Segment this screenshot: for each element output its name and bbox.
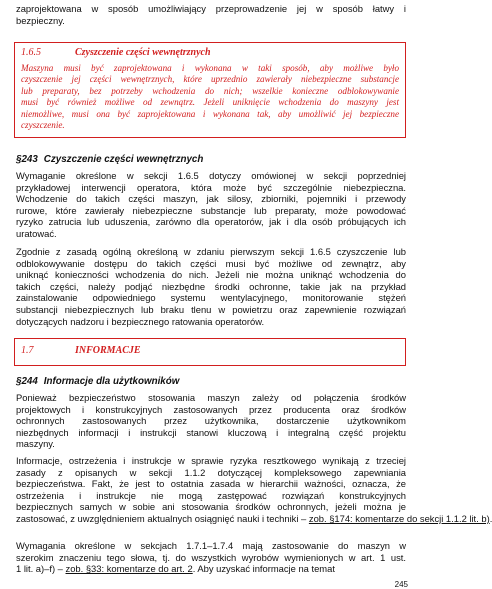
intro-paragraph: zaprojektowana w sposób umożliwiający przeprowadzenie jej w sposób łatwy i bezpieczny. — [16, 3, 406, 26]
section-heading-244: §244 Informacje dla użytkowników — [16, 376, 180, 387]
requirement-box-1-7 — [14, 338, 406, 366]
paragraph-243-1: Wymaganie określone w sekcji 1.6.5 dotyczy omówionej w sekcji poprzedniej przykładowej interwencji operatora, która może być szczególnie niebezpieczna. Wchodzenie do takich części maszyn, jak silosy, zbiorniki, pojemniki i przewody rurowe, które zawierały niebezpieczne substancje lub preparaty, może powodować ryzyko zatrucia lub uduszenia, zarówno dla operatorów, jak i dla osób próbujących ich uratować. — [16, 170, 406, 239]
page-number: 245 — [394, 580, 408, 589]
requirement-header: 1.7 INFORMACJE — [21, 345, 141, 356]
paragraph-244-1: Ponieważ bezpieczeństwo stosowania maszyn zależy od połączenia środków projektowych i konstrukcyjnych zastosowanych przez producenta oraz środków ochronnych zastosowanych przez użytkownika, dostarczenie użytkownikom niezbędnych informacji i instrukcji stanowi kluczową i integralną część projektu maszyny. — [16, 392, 406, 450]
paragraph-244-2: Informacje, ostrzeżenia i instrukcje w sprawie ryzyka resztkowego wynikają z trzeciej zasady z opisanych w sekcji 1.1.2 dotyczącej kompleksowego zapewniania bezpieczeństwa. Fakt, że jest to ostatnia zasada w hierarchii ważności, oznacza, że ostrzeżenia i instrukcje nie mogą zastępować rozwiązań konstrukcyjnych bezpiecznych samych w sobie ani stosowania środków ochronnych, jeżeli można je zastosować, z uwzględnieniem aktualnych osiągnięć nauki i techniki – zob. §174: komentarze do sekcji 1.1.2 lit. b) — [16, 455, 490, 524]
paragraph-243-2: Zgodnie z zasadą ogólną określoną w zdaniu pierwszym sekcji 1.6.5 czyszczenie lub odblokowywanie dostępu do takich części musi być możliwe od zewnątrz, aby uniknąć konieczności wchodzenia do nich. Jeżeli nie można uniknąć wchodzenia do takich części, należy podjąć niezbędne środki ochronne, takie jak na przykład zainstalowanie odpowiedniego systemu wentylacyjnego, monitorowanie stężeń substancji niebezpiecznych lub braku tlenu w powietrzu oraz zapewnienie rozwiązań dotyczących nadzoru i bezpiecznego ratowania operatorów. — [16, 246, 406, 327]
requirement-header: 1.6.5 Czyszczenie części wewnętrznych — [21, 47, 211, 58]
section-heading-243: §243 Czyszczenie części wewnętrznych — [16, 154, 204, 165]
requirement-box-1-6-5 — [14, 42, 406, 138]
cross-reference-link[interactable]: zob. §174: komentarze do sekcji 1.1.2 lit. b) — [308, 512, 490, 524]
paragraph-244-3: Wymagania określone w sekcjach 1.7.1–1.7.4 mają zastosowanie do maszyn w szerokim znaczeniu tego słowa, tj. do wszystkich wyrobów wymienionych w art. 1 ust. 1 lit. a)–f) – zob. §33: komentarze do art. 2. Aby uzyskać informacje na temat — [16, 540, 406, 575]
cross-reference-link[interactable]: zob. §33: komentarze do art. 2 — [65, 563, 193, 575]
requirement-text: Maszyna musi być zaprojektowana i wykonana w taki sposób, aby możliwe było czyszczenie jej części wewnętrznych, które uprzednio zawierały niebezpieczne substancje lub preparaty, bez potrzeby wchodzenia do nich; wszelkie konieczne odblokowywanie musi być również możliwe od zewnątrz. Jeżeli uniknięcie wchodzenia do maszyny jest niemożliwe, musi ona być zaprojektowana i wykonana tak, aby umożliwić jej bezpieczne czyszczenie. — [21, 63, 399, 131]
